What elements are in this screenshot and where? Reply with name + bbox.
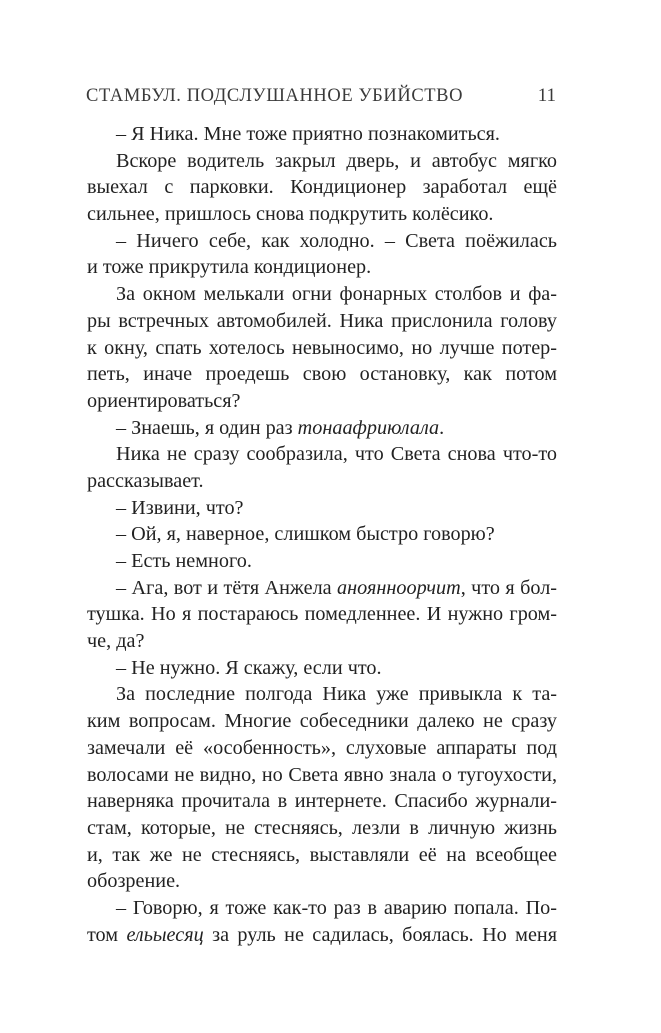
text-line: наверняка прочитала в интернете. Спасибо журнали- xyxy=(87,790,557,813)
text-segment: – Знаешь, я один раз xyxy=(116,416,298,439)
text-line: и, так же не стесняясь, выставляли её на всеобщее xyxy=(87,843,557,866)
italic-word: аноянноорчит xyxy=(337,576,461,599)
text-line: сильнее, пришлось снова подкрутить колёсико. xyxy=(87,203,494,226)
text-line: к окну, спать хотелось невыносимо, но лучше потер- xyxy=(87,336,557,359)
text-line: обозрение. xyxy=(87,870,181,893)
text-line xyxy=(87,922,557,949)
text-line xyxy=(87,575,557,602)
book-title: СТАМБУЛ. ПОДСЛУШАННОЕ УБИЙСТВО xyxy=(86,86,464,106)
body-text xyxy=(87,121,557,948)
text-line: – Ой, я, наверное, слишком быстро говорю? xyxy=(116,523,495,546)
text-line: Ника не сразу сообразила, что Света снова что-то xyxy=(116,443,557,466)
text-line: выехал с парковки. Кондиционер заработал ещё xyxy=(87,176,557,199)
text-segment: за руль не садилась, боялась. Но меня xyxy=(203,923,557,946)
text-segment: – Ага, вот и тётя Анжела xyxy=(116,576,338,599)
text-line: – Ничего себе, как холодно. – Света поёжилась xyxy=(116,229,557,252)
text-line: За окном мелькали огни фонарных столбов и фа- xyxy=(116,283,557,306)
text-line: ким вопросам. Многие собеседники далеко не сразу xyxy=(87,710,557,733)
running-head xyxy=(86,86,556,110)
text-segment: , что я бол- xyxy=(460,576,557,599)
text-line: и тоже прикрутила кондиционер. xyxy=(87,256,372,279)
text-line: – Извини, что? xyxy=(116,496,244,519)
text-line: волосами не видно, но Света явно знала о тугоухости, xyxy=(87,763,557,786)
text-line: Вскоре водитель закрыл дверь, и автобус мягко xyxy=(116,149,557,172)
text-line: – Говорю, я тоже как-то раз в аварию попала. По- xyxy=(116,896,557,919)
text-segment: . xyxy=(439,416,445,439)
text-line: че, да? xyxy=(87,630,145,653)
italic-word: тонаафриюлала xyxy=(297,416,440,439)
text-line: ры встречных автомобилей. Ника прислонила голову xyxy=(87,309,557,332)
text-line xyxy=(87,415,557,442)
text-line: За последние полгода Ника уже привыкла к та- xyxy=(116,683,557,706)
text-line: – Есть немного. xyxy=(116,550,252,572)
text-line: стам, которые, не стесняясь, лезли в личную жизнь xyxy=(87,816,557,839)
text-line: тушка. Но я постараюсь помедленнее. И нужно гром- xyxy=(87,603,557,626)
text-line: замечали её «особенность», слуховые аппараты под xyxy=(87,736,557,759)
text-line: – Не нужно. Я скажу, если что. xyxy=(116,656,382,679)
italic-word: ельыесяц xyxy=(126,923,204,946)
text-line: – Я Ника. Мне тоже приятно познакомиться. xyxy=(116,123,500,145)
text-segment: том xyxy=(87,923,127,946)
text-line: рассказывает. xyxy=(87,469,204,492)
text-line: ориентироваться? xyxy=(87,389,241,412)
text-line: петь, иначе проедешь свою остановку, как потом xyxy=(87,363,557,386)
page-number: 11 xyxy=(537,85,556,106)
